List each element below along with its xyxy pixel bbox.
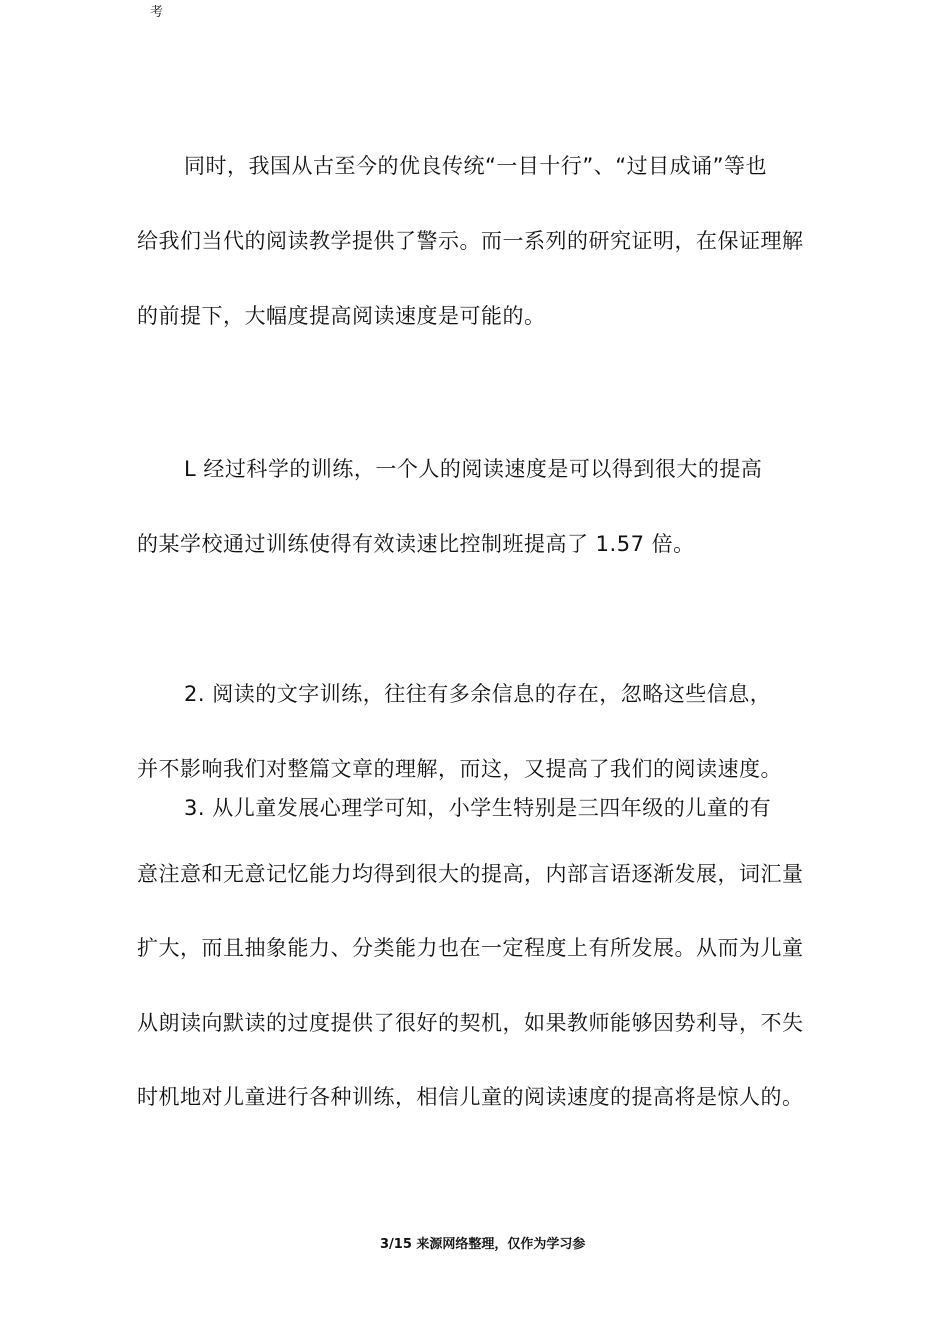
paragraph-1-line-1: 同时，我国从古至今的优良传统“一目十行”、“过目成诵”等也: [184, 154, 768, 178]
paragraph-1-line-2: 给我们当代的阅读教学提供了警示。而一系列的研究证明，在保证理解: [137, 229, 804, 253]
paragraph-1-line-3: 的前提下，大幅度提高阅读速度是可能的。: [137, 304, 546, 328]
page-footer: 3/15 来源网络整理，仅作为学习参: [380, 1237, 586, 1252]
paragraph-4-line-5: 时机地对儿童进行各种训练，相信儿童的阅读速度的提高将是惊人的。: [137, 1085, 804, 1109]
paragraph-2-line-2: 的某学校通过训练使得有效读速比控制班提高了 1.57 倍。: [137, 532, 695, 556]
paragraph-3-line-2: 并不影响我们对整篇文章的理解，而这，又提高了我们的阅读速度。: [137, 757, 782, 781]
paragraph-4-line-2: 意注意和无意记忆能力均得到很大的提高，内部言语逐渐发展，词汇量: [137, 862, 804, 886]
paragraph-4-line-4: 从朗读向默读的过度提供了很好的契机，如果教师能够因势利导，不失: [137, 1011, 804, 1035]
paragraph-4-line-1: 3. 从儿童发展心理学可知，小学生特别是三四年级的儿童的有: [184, 796, 772, 820]
paragraph-2-line-1: L 经过科学的训练，一个人的阅读速度是可以得到很大的提高: [184, 457, 763, 481]
page-header-fragment: 考: [150, 5, 164, 20]
paragraph-4-line-3: 扩大，而且抽象能力、分类能力也在一定程度上有所发展。从而为儿童: [137, 936, 804, 960]
paragraph-3-line-1: 2. 阅读的文字训练，往往有多余信息的存在，忽略这些信息，: [184, 682, 772, 706]
